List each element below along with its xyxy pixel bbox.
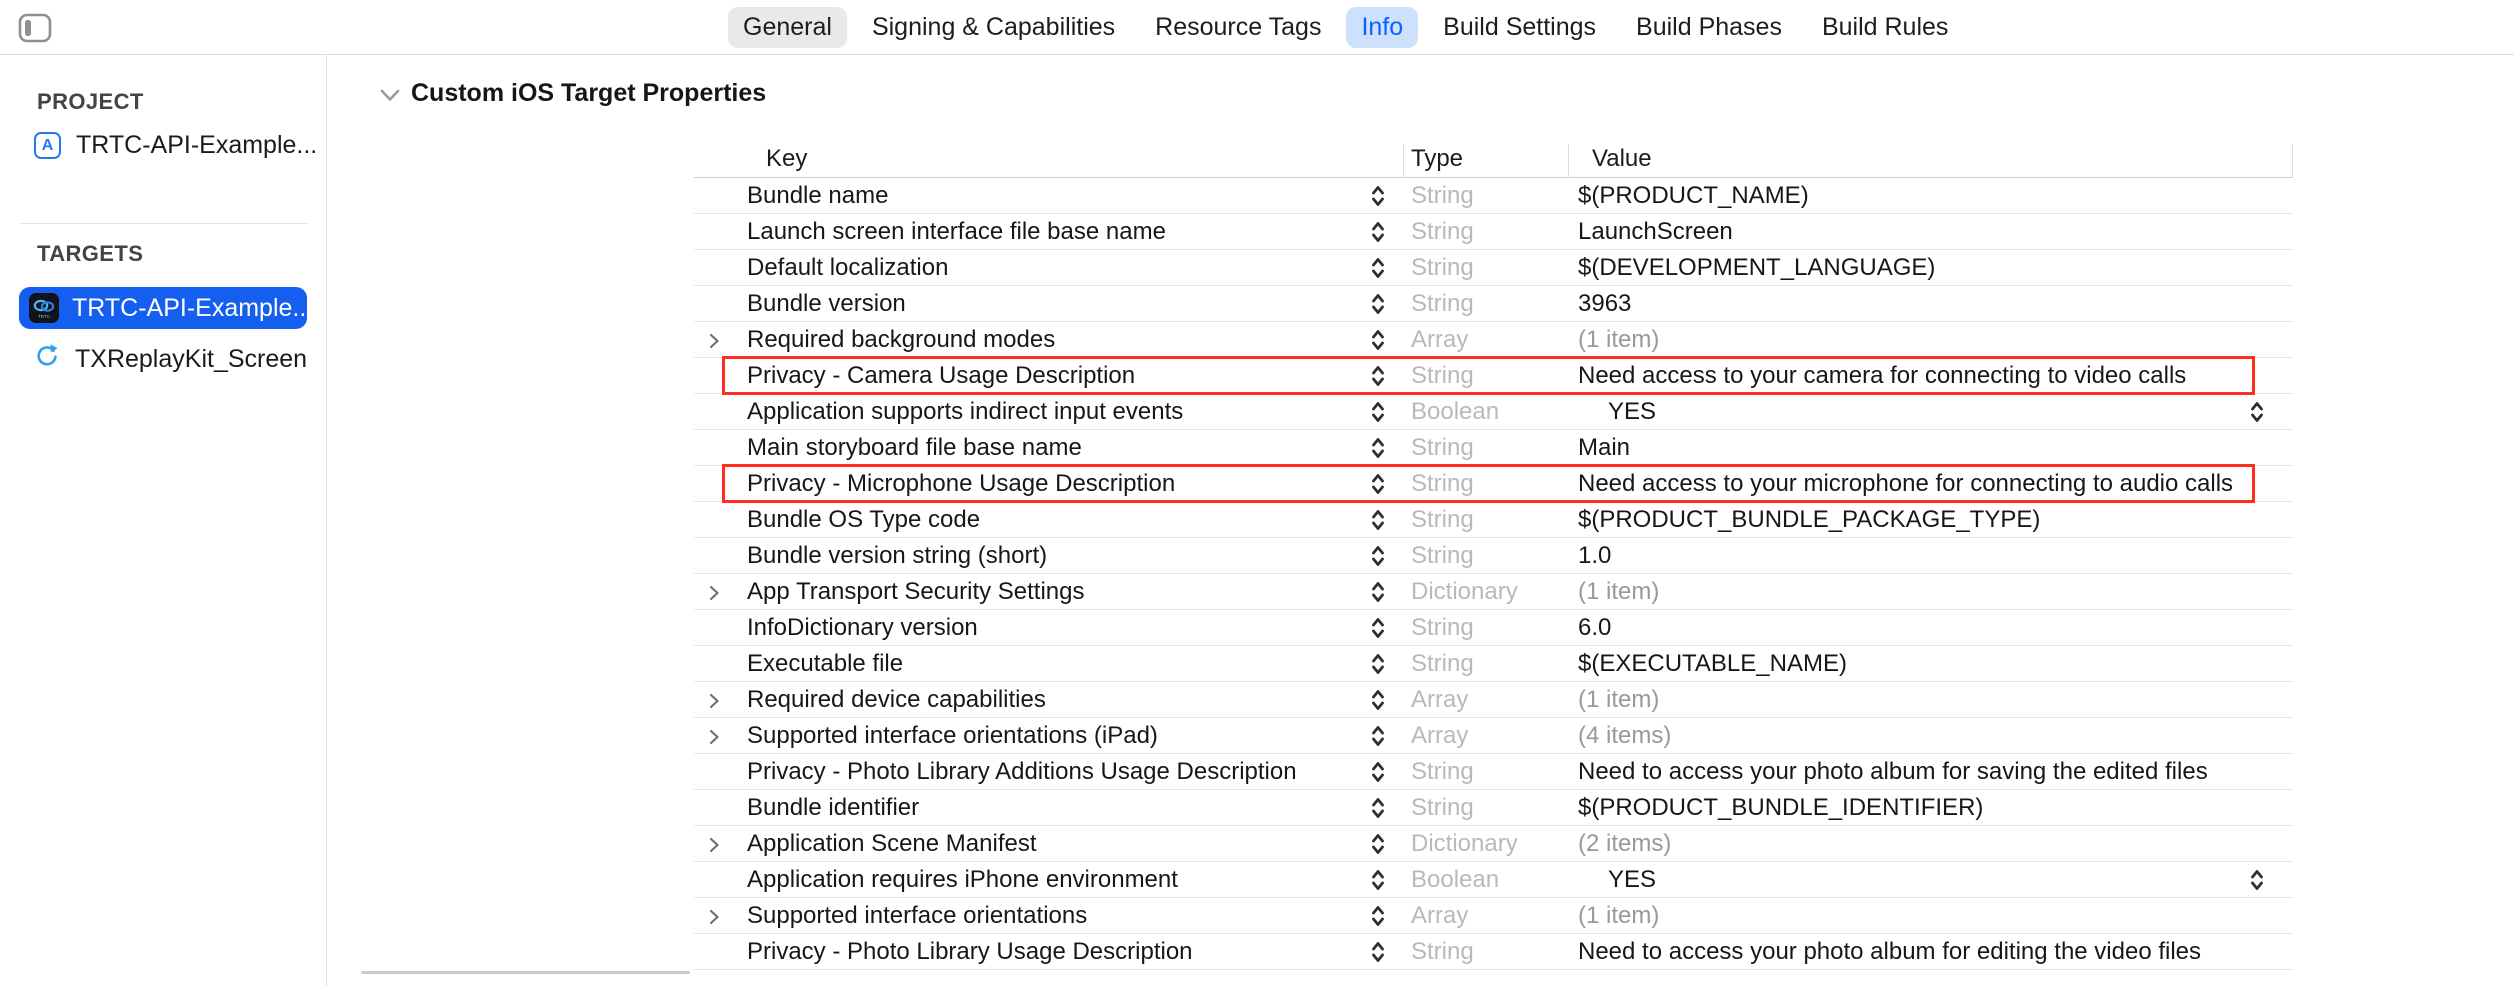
property-type: Boolean <box>1411 866 1500 893</box>
table-row[interactable] <box>694 538 2293 574</box>
column-header-value: Value <box>1592 145 1652 172</box>
tab-label: Info <box>1361 13 1404 41</box>
property-value[interactable]: 3963 <box>1578 290 1632 317</box>
target-name: TRTC-API-Example... <box>72 293 314 322</box>
property-type: Array <box>1411 326 1469 353</box>
disclosure-chevron-icon[interactable] <box>706 836 722 859</box>
column-separator[interactable] <box>1403 144 1404 178</box>
tab-build-settings[interactable] <box>1428 7 1611 48</box>
property-value[interactable]: LaunchScreen <box>1578 218 1733 245</box>
tab-label: Resource Tags <box>1155 13 1322 41</box>
key-stepper-icon[interactable] <box>1370 687 1386 718</box>
property-value[interactable]: $(PRODUCT_NAME) <box>1578 182 1809 209</box>
property-type: String <box>1411 758 1474 785</box>
property-key: Bundle version string (short) <box>747 542 1048 569</box>
property-type: String <box>1411 650 1474 677</box>
property-key: Application Scene Manifest <box>747 830 1037 857</box>
tab-label: Build Phases <box>1636 13 1782 41</box>
property-key: App Transport Security Settings <box>747 578 1085 605</box>
property-type: String <box>1411 794 1474 821</box>
property-type: Array <box>1411 686 1469 713</box>
table-row[interactable] <box>694 790 2293 826</box>
table-row[interactable] <box>694 358 2293 394</box>
key-stepper-icon[interactable] <box>1370 471 1386 502</box>
table-row[interactable] <box>694 214 2293 250</box>
table-row[interactable] <box>694 286 2293 322</box>
table-row[interactable] <box>694 646 2293 682</box>
tab-label: Signing & Capabilities <box>871 13 1116 41</box>
tab-label: General <box>743 13 832 41</box>
property-key: Supported interface orientations <box>747 902 1088 929</box>
column-header-key: Key <box>766 145 808 172</box>
property-value[interactable]: Need to access your photo album for editing the video files <box>1578 938 2202 965</box>
sidebar-item-target-replaykit[interactable] <box>33 342 307 377</box>
property-type: String <box>1411 290 1474 317</box>
property-key: Bundle version <box>747 290 906 317</box>
property-key: Required background modes <box>747 326 1056 353</box>
property-value[interactable]: Main <box>1578 434 1631 461</box>
property-value[interactable]: $(DEVELOPMENT_LANGUAGE) <box>1578 254 1936 281</box>
key-stepper-icon[interactable] <box>1370 651 1386 682</box>
tab-label: Build Rules <box>1821 13 1949 41</box>
trtc-app-icon <box>29 293 59 323</box>
tab-general[interactable] <box>728 7 847 48</box>
table-row[interactable] <box>694 250 2293 286</box>
table-row[interactable] <box>694 718 2293 754</box>
property-value[interactable]: 1.0 <box>1578 542 1612 569</box>
property-key: Privacy - Microphone Usage Description <box>747 470 1176 497</box>
sidebar-toggle-icon[interactable] <box>18 13 54 43</box>
key-stepper-icon[interactable] <box>1370 399 1386 430</box>
table-row[interactable] <box>694 502 2293 538</box>
column-separator[interactable] <box>1568 144 1569 178</box>
chevron-down-icon[interactable] <box>378 88 402 109</box>
property-value[interactable]: $(PRODUCT_BUNDLE_IDENTIFIER) <box>1578 794 1984 821</box>
key-stepper-icon[interactable] <box>1370 327 1386 358</box>
table-row[interactable] <box>694 898 2293 934</box>
project-navigator-sidebar <box>0 55 327 986</box>
property-key: Application supports indirect input events <box>747 398 1184 425</box>
key-stepper-icon[interactable] <box>1370 831 1386 862</box>
table-row[interactable] <box>694 394 2293 430</box>
disclosure-chevron-icon[interactable] <box>706 332 722 355</box>
property-value[interactable]: $(PRODUCT_BUNDLE_PACKAGE_TYPE) <box>1578 506 2041 533</box>
property-type: String <box>1411 470 1474 497</box>
tab-build-phases[interactable] <box>1621 7 1797 48</box>
table-header <box>694 140 2293 178</box>
property-value[interactable]: Need access to your microphone for connecting to audio calls <box>1578 470 2234 497</box>
disclosure-chevron-icon[interactable] <box>706 908 722 931</box>
property-key: InfoDictionary version <box>747 614 978 641</box>
property-type: String <box>1411 542 1474 569</box>
property-value[interactable]: 6.0 <box>1578 614 1612 641</box>
tab-label: Build Settings <box>1443 13 1597 41</box>
table-row[interactable] <box>694 934 2293 970</box>
tab-resource-tags[interactable] <box>1140 7 1336 48</box>
editor-toolbar <box>0 0 2514 55</box>
table-row[interactable] <box>694 682 2293 718</box>
property-key: Privacy - Camera Usage Description <box>747 362 1136 389</box>
property-type: String <box>1411 614 1474 641</box>
property-value[interactable]: (1 item) <box>1578 578 1660 605</box>
sidebar-item-project[interactable] <box>34 131 317 160</box>
key-stepper-icon[interactable] <box>1370 615 1386 646</box>
property-value[interactable]: (1 item) <box>1578 326 1660 353</box>
project-section-label: PROJECT <box>37 89 144 114</box>
key-stepper-icon[interactable] <box>1370 867 1386 898</box>
property-type: String <box>1411 506 1474 533</box>
disclosure-chevron-icon[interactable] <box>706 584 722 607</box>
property-key: Required device capabilities <box>747 686 1046 713</box>
table-row[interactable] <box>694 178 2293 214</box>
property-type: Array <box>1411 722 1469 749</box>
property-type: String <box>1411 938 1474 965</box>
key-stepper-icon[interactable] <box>1370 435 1386 466</box>
table-row[interactable] <box>694 466 2293 502</box>
tab-signing-capabilities[interactable] <box>857 7 1130 48</box>
app-store-icon: A <box>34 132 61 159</box>
property-key: Privacy - Photo Library Usage Description <box>747 938 1193 965</box>
disclosure-chevron-icon[interactable] <box>706 728 722 751</box>
property-key: Default localization <box>747 254 949 281</box>
table-row[interactable] <box>694 610 2293 646</box>
column-header-type: Type <box>1411 145 1464 172</box>
property-value[interactable]: Need to access your photo album for saving the edited files <box>1578 758 2208 785</box>
property-key: Privacy - Photo Library Additions Usage Description <box>747 758 1297 785</box>
key-stepper-icon[interactable] <box>1370 723 1386 754</box>
column-separator[interactable] <box>2292 144 2293 178</box>
property-type: String <box>1411 254 1474 281</box>
property-key: Application requires iPhone environment <box>747 866 1178 893</box>
sidebar-item-target-selected[interactable] <box>19 287 314 329</box>
property-key: Bundle identifier <box>747 794 920 821</box>
property-type: String <box>1411 434 1474 461</box>
key-stepper-icon[interactable] <box>1370 291 1386 322</box>
property-type: Boolean <box>1411 398 1500 425</box>
property-key: Bundle OS Type code <box>747 506 981 533</box>
disclosure-chevron-icon[interactable] <box>706 692 722 715</box>
table-row[interactable] <box>694 322 2293 358</box>
replaykit-refresh-icon <box>33 342 61 377</box>
table-row[interactable] <box>694 574 2293 610</box>
property-value[interactable]: (4 items) <box>1578 722 1672 749</box>
key-stepper-icon[interactable] <box>1370 903 1386 934</box>
property-key: Executable file <box>747 650 904 677</box>
property-type: String <box>1411 182 1474 209</box>
property-key: Bundle name <box>747 182 889 209</box>
tab-build-rules[interactable] <box>1807 7 1963 48</box>
tab-info[interactable] <box>1346 7 1418 48</box>
key-stepper-icon[interactable] <box>1370 543 1386 574</box>
property-type: Dictionary <box>1411 830 1518 857</box>
property-value[interactable]: $(EXECUTABLE_NAME) <box>1578 650 1847 677</box>
property-value[interactable]: YES <box>1608 398 1657 425</box>
property-value[interactable]: (2 items) <box>1578 830 1672 857</box>
property-type: String <box>1411 218 1474 245</box>
properties-table <box>694 140 2293 970</box>
property-value[interactable]: YES <box>1608 866 1657 893</box>
info-editor-pane <box>327 55 2514 986</box>
property-type: Dictionary <box>1411 578 1518 605</box>
table-row[interactable] <box>694 862 2293 898</box>
property-value[interactable]: (1 item) <box>1578 902 1660 929</box>
key-stepper-icon[interactable] <box>1370 579 1386 610</box>
svg-text:TRTC: TRTC <box>38 314 50 319</box>
key-stepper-icon[interactable] <box>1370 255 1386 286</box>
property-key: Main storyboard file base name <box>747 434 1082 461</box>
target-tab-bar <box>728 0 1963 55</box>
property-type: Array <box>1411 902 1469 929</box>
key-stepper-icon[interactable] <box>1370 219 1386 250</box>
property-value[interactable]: (1 item) <box>1578 686 1660 713</box>
targets-section-label: TARGETS <box>37 241 144 266</box>
sidebar-divider <box>20 223 308 224</box>
property-key: Supported interface orientations (iPad) <box>747 722 1158 749</box>
property-key: Launch screen interface file base name <box>747 218 1166 245</box>
key-stepper-icon[interactable] <box>1370 507 1386 538</box>
key-stepper-icon[interactable] <box>1370 759 1386 790</box>
key-stepper-icon[interactable] <box>1370 795 1386 826</box>
key-stepper-icon[interactable] <box>1370 363 1386 394</box>
table-row[interactable] <box>694 826 2293 862</box>
table-row[interactable] <box>694 430 2293 466</box>
key-stepper-icon[interactable] <box>1370 183 1386 214</box>
project-name: TRTC-API-Example... <box>76 131 318 159</box>
table-body <box>694 178 2293 970</box>
property-type: String <box>1411 362 1474 389</box>
table-row[interactable] <box>694 754 2293 790</box>
target-name: TXReplayKit_Screen <box>75 345 308 373</box>
property-value[interactable]: Need access to your camera for connecting to video calls <box>1578 362 2187 389</box>
section-title: Custom iOS Target Properties <box>411 79 767 107</box>
horizontal-scrollbar[interactable] <box>361 971 690 974</box>
value-stepper-icon[interactable] <box>2249 867 2265 898</box>
value-stepper-icon[interactable] <box>2249 399 2265 430</box>
key-stepper-icon[interactable] <box>1370 939 1386 970</box>
